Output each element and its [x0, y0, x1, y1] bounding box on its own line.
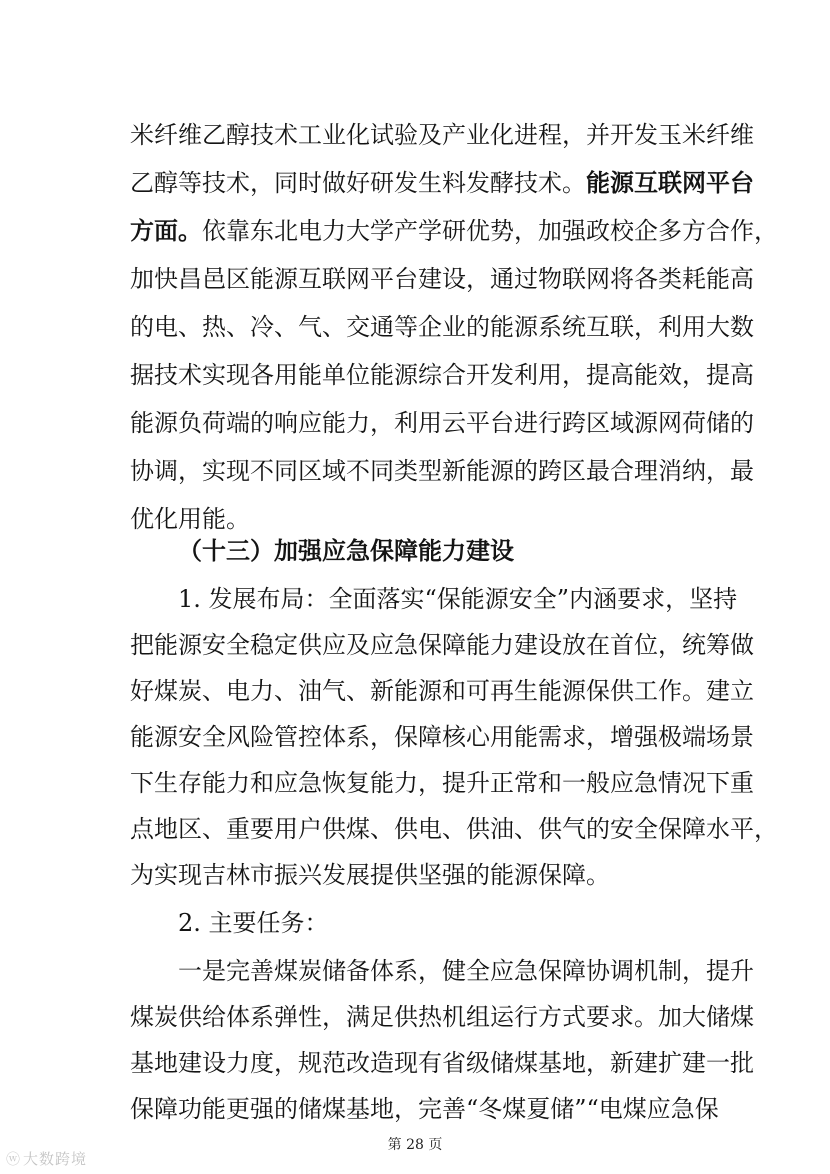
body-line: 为实现吉林市振兴发展提供坚强的能源保障。: [130, 861, 610, 889]
body-line: 点地区、重要用户供煤、供电、供油、供气的安全保障水平，: [130, 815, 778, 843]
body-line: 能源负荷端的响应能力，利用云平台进行跨区域源网荷储的: [130, 409, 754, 437]
body-line: 1. 发展布局：全面落实“保能源安全”内涵要求，坚持: [178, 585, 738, 613]
section-heading: （十三）加强应急保障能力建设: [178, 537, 514, 565]
body-line: 协调，实现不同区域不同类型新能源的跨区最合理消纳，最: [130, 457, 754, 485]
body-line: 好煤炭、电力、油气、新能源和可再生能源保供工作。建立: [130, 677, 754, 705]
body-line: 下生存能力和应急恢复能力，提升正常和一般应急情况下重: [130, 769, 754, 797]
body-line: 2. 主要任务：: [178, 909, 329, 937]
body-line: 一是完善煤炭储备体系，健全应急保障协调机制，提升: [178, 957, 754, 985]
body-line: 保障功能更强的储煤基地，完善“冬煤夏储”“电煤应急保: [130, 1095, 719, 1123]
bold-phrase: 方面。: [130, 217, 202, 245]
body-line: 的电、热、冷、气、交通等企业的能源系统互联，利用大数: [130, 313, 754, 341]
body-line: 据技术实现各用能单位能源综合开发利用，提高能效，提高: [130, 361, 754, 389]
body-line: 米纤维乙醇技术工业化试验及产业化进程，并开发玉米纤维: [130, 121, 754, 149]
weibo-icon: ⓦ: [6, 1152, 21, 1168]
body-line: 煤炭供给体系弹性，满足供热机组运行方式要求。加大储煤: [130, 1003, 754, 1031]
watermark: ⓦ 大数跨境: [6, 1150, 88, 1168]
body-line: 把能源安全稳定供应及应急保障能力建设放在首位，统筹做: [130, 631, 754, 659]
bold-phrase: 能源互联网平台: [586, 169, 754, 197]
page-number: 第 28 页: [387, 1137, 443, 1153]
body-line: 基地建设力度，规范改造现有省级储煤基地，新建扩建一批: [130, 1049, 754, 1077]
body-line: 优化用能。: [130, 505, 250, 533]
body-line: 能源安全风险管控体系，保障核心用能需求，增强极端场景: [130, 723, 754, 751]
body-line: 乙醇等技术，同时做好研发生料发酵技术。能源互联网平台: [130, 169, 754, 197]
body-line: 方面。依靠东北电力大学产学研优势，加强政校企多方合作，: [130, 217, 778, 245]
body-line: 加快昌邑区能源互联网平台建设，通过物联网将各类耗能高: [130, 265, 754, 293]
